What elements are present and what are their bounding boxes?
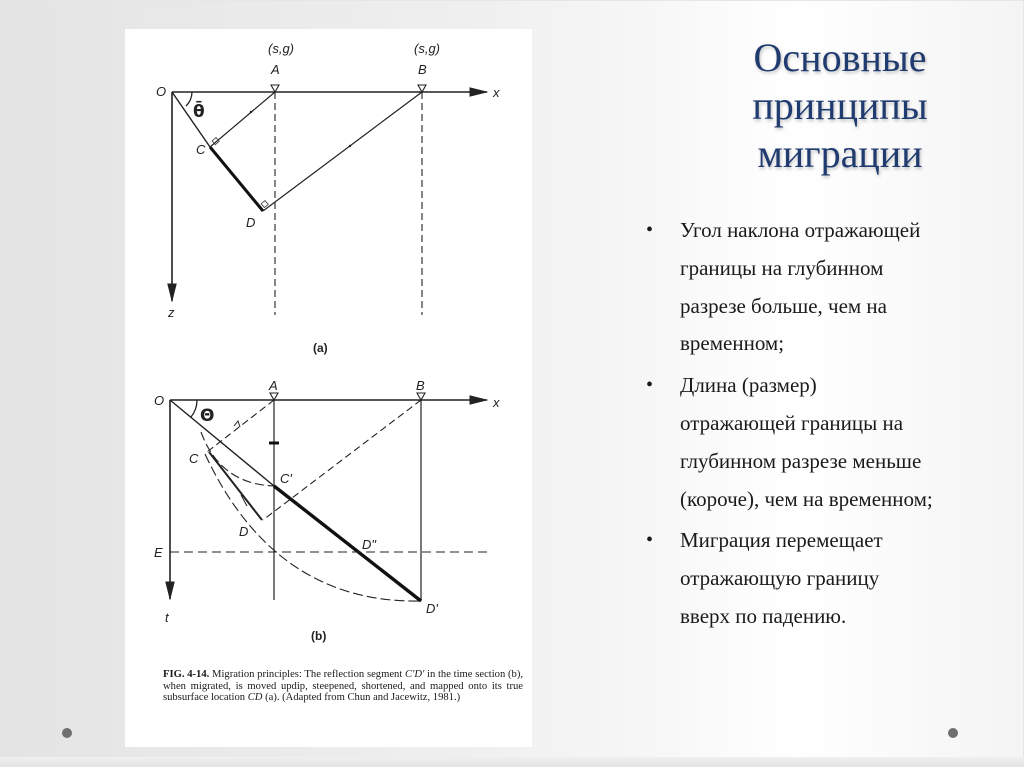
corner-dot-icon-right	[948, 728, 958, 738]
point-d-label-b: D	[239, 524, 249, 539]
caption-segment-depth: CD	[247, 692, 263, 704]
panel-b-label: (b)	[311, 629, 327, 643]
bullet-line: Миграция перемещает	[680, 528, 883, 553]
bullet-line: Угол наклона отражающей	[680, 218, 921, 242]
bullet-line: отражающей границы на	[680, 410, 904, 435]
bullet-line: вверх по падению.	[680, 603, 847, 628]
point-e-label: E	[154, 545, 163, 560]
point-b-label: B	[418, 62, 427, 77]
title-line-1: Основные	[753, 35, 927, 80]
x-label-b: x	[493, 395, 500, 410]
title-line-3: миграции	[757, 131, 923, 176]
bullet-item	[642, 522, 1002, 635]
caption-text-3: (a). (Adapted from Chun and Jacewitz, 1981.)	[262, 692, 461, 704]
point-d-prime-label: D'	[426, 601, 438, 616]
point-c-label-a: C	[196, 142, 206, 157]
caption-segment-time: C'D'	[405, 669, 425, 680]
bullet-line: отражающую границу	[680, 566, 880, 591]
bullet-dot-icon: •	[646, 374, 654, 397]
x-label-a: x	[493, 85, 500, 100]
sg-label-a: (s,g)	[268, 41, 294, 56]
point-a-label: A	[271, 62, 280, 77]
caption-text-2: in the time section (b), when migrated, is moved updip, steepened, shortened, and mapped onto its true subsurface location	[163, 669, 523, 704]
point-d-double-prime-label: D"	[362, 537, 377, 552]
panel-a-diagram	[156, 41, 500, 355]
bullet-line: границы на глубинном	[680, 255, 884, 280]
slide-title	[690, 34, 990, 178]
point-d-label-a: D	[246, 215, 256, 230]
title-line-2: принципы	[752, 83, 928, 128]
caption-fig-number: FIG. 4-14.	[163, 669, 210, 680]
bullet-line: глубинном разрезе меньше	[680, 448, 922, 473]
point-a-label-b: A	[269, 378, 278, 393]
theta-label: Θ	[200, 406, 215, 426]
point-b-label-b: B	[416, 378, 425, 393]
z-label: z	[168, 305, 175, 320]
figure-caption	[163, 669, 523, 704]
bullet-line: Длина (размер)	[680, 373, 817, 398]
corner-dot-icon-left	[62, 728, 72, 738]
bullet-line: временном;	[680, 331, 785, 356]
bullet-item	[642, 212, 1002, 363]
bullet-dot-icon: •	[646, 529, 654, 552]
bullet-dot-icon: •	[646, 219, 654, 241]
caption-text-1: Migration principles: The reflection segment	[209, 669, 406, 680]
slide-bottom-band	[0, 757, 1024, 767]
origin-label-b: O	[154, 393, 165, 408]
bullet-line: (короче), чем на временном;	[680, 486, 933, 511]
t-label: t	[165, 610, 169, 625]
panel-b-diagram	[154, 378, 500, 643]
point-c-label-b: C	[189, 451, 199, 466]
bullet-line: разрезе больше, чем на	[680, 293, 887, 318]
migration-principles-figure	[125, 29, 532, 747]
theta-bar-label: θ̄	[193, 102, 205, 122]
bullet-item	[642, 367, 1002, 518]
segment-cd-time	[274, 486, 421, 601]
segment-cd-depth	[210, 147, 263, 211]
point-c-prime-label: C'	[280, 471, 292, 486]
panel-a-label: (a)	[313, 341, 328, 355]
bullet-list	[642, 212, 1002, 640]
sg-label-b: (s,g)	[414, 41, 440, 56]
origin-label-a: O	[156, 84, 167, 99]
